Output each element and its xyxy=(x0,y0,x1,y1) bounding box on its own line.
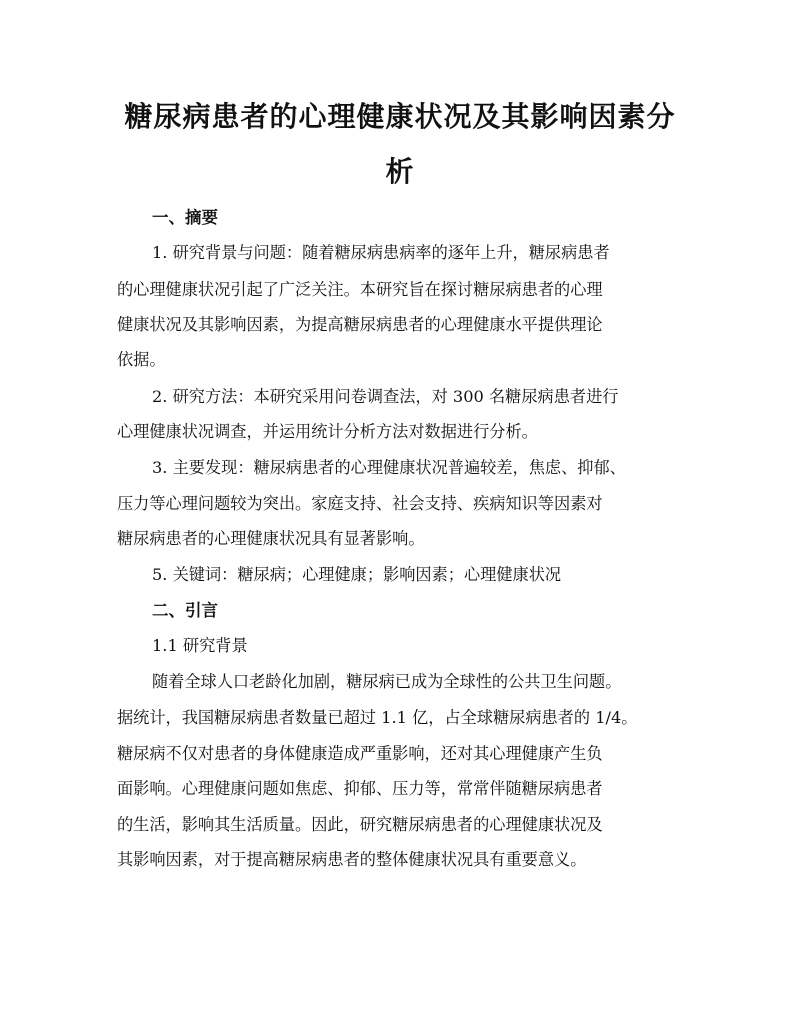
paragraph-line: 糖尿病患者的心理健康状况具有显著影响。 xyxy=(117,529,425,548)
paragraph-line: 随着全球人口老龄化加剧，糖尿病已成为全球性的公共卫生问题。 xyxy=(152,672,622,691)
paragraph-line: 1. 研究背景与问题：随着糖尿病患病率的逐年上升，糖尿病患者 xyxy=(152,243,610,262)
paragraph-line: 面影响。心理健康问题如焦虑、抑郁、压力等，常常伴随糖尿病患者 xyxy=(117,779,603,798)
paragraph-line: 的心理健康状况引起了广泛关注。本研究旨在探讨糖尿病患者的心理 xyxy=(117,280,603,299)
paragraph-line: 糖尿病不仅对患者的身体健康造成严重影响，还对其心理健康产生负 xyxy=(117,744,603,763)
keywords-line: 5. 关键词：糖尿病；心理健康；影响因素；心理健康状况 xyxy=(152,565,562,584)
document-title-line-2: 析 xyxy=(385,155,415,188)
paragraph-line: 据统计，我国糖尿病患者数量已超过 1.1 亿，占全球糖尿病患者的 1/4。 xyxy=(117,708,638,727)
paragraph-line: 3. 主要发现：糖尿病患者的心理健康状况普遍较差，焦虑、抑郁、 xyxy=(152,458,626,477)
subsection-heading-background: 1.1 研究背景 xyxy=(152,636,248,655)
document-title-line-1: 糖尿病患者的心理健康状况及其影响因素分 xyxy=(124,100,676,133)
paragraph-line: 2. 研究方法：本研究采用问卷调查法，对 300 名糖尿病患者进行 xyxy=(152,387,619,406)
paragraph-line: 压力等心理问题较为突出。家庭支持、社会支持、疾病知识等因素对 xyxy=(117,494,603,513)
paragraph-line: 的生活，影响其生活质量。因此，研究糖尿病患者的心理健康状况及 xyxy=(117,815,603,834)
paragraph-line: 心理健康状况调查，并运用统计分析方法对数据进行分析。 xyxy=(117,422,538,441)
paragraph-line: 健康状况及其影响因素，为提高糖尿病患者的心理健康水平提供理论 xyxy=(117,315,603,334)
paragraph-line: 其影响因素，对于提高糖尿病患者的整体健康状况具有重要意义。 xyxy=(117,850,587,869)
section-heading-abstract: 一、摘要 xyxy=(152,208,218,227)
paragraph-line: 依据。 xyxy=(117,350,166,369)
section-heading-introduction: 二、引言 xyxy=(152,601,218,620)
